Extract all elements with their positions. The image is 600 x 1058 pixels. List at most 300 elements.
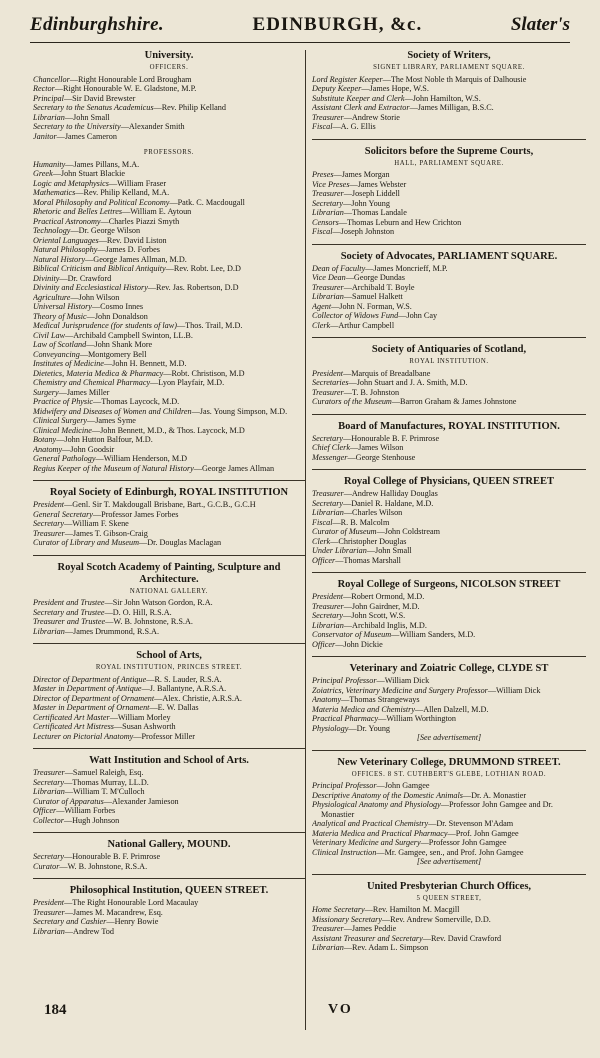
entry-role: Under Librarian	[312, 546, 367, 555]
entry-name: —George James Allman	[193, 463, 275, 473]
section-rule	[33, 643, 305, 644]
entry-role: Dietetics, Materia Medica & Pharmacy	[33, 368, 164, 378]
entry-line	[312, 905, 586, 915]
entry-line	[33, 908, 305, 918]
entry-role: Secretary and Cashier	[33, 917, 107, 926]
entry-name: —Professor James Forbes	[92, 509, 179, 519]
entry-line	[33, 862, 305, 872]
entry-role: President	[33, 898, 65, 907]
entry-role: Messenger	[312, 452, 348, 462]
entry-line	[312, 695, 586, 705]
entry-name: —James Webster	[349, 179, 407, 189]
entry-line	[312, 676, 586, 686]
entry-name: —John Stuart Blackie	[52, 169, 126, 178]
entry-line	[33, 321, 305, 331]
entry-role: Treasurer and Trustee	[33, 617, 106, 626]
entry-name: —Barron Graham & James Johnstone	[391, 397, 517, 406]
entry-line	[33, 898, 305, 908]
section-title: United Presbyterian Church Offices,	[366, 880, 532, 892]
entry-line	[33, 122, 305, 132]
entry-name: —William Morley	[109, 712, 171, 722]
entry-role: Mathematics	[33, 188, 76, 197]
entry-name: —James Pillans, M.A.	[65, 159, 140, 169]
entry-role: Surgery	[33, 387, 59, 397]
entry-name: —Archibald Inglis, M.D.	[343, 620, 427, 630]
entry-name: —James Hope, W.S.	[361, 84, 429, 93]
entry-role: Curator of Museum	[312, 527, 377, 536]
entry-line	[312, 264, 586, 274]
column-divider	[305, 50, 306, 1030]
entry-name: —William F. Skene	[64, 519, 129, 528]
section-rule	[312, 750, 586, 751]
section-rule	[33, 555, 305, 556]
entry-role: Natural Philosophy	[33, 245, 98, 254]
entry-line	[312, 724, 586, 734]
entry-role: President	[312, 592, 344, 601]
entry-line	[312, 838, 586, 848]
entry-line	[312, 113, 586, 123]
section-title: New Veterinary College, DRUMMOND STREET.	[337, 756, 561, 768]
entry-role: Curator	[33, 861, 60, 871]
section-title: Watt Institution and School of Arts.	[89, 755, 249, 766]
entry-line	[33, 617, 305, 627]
entry-line	[33, 388, 305, 398]
entry-name: —Allen Dalzell, M.D.	[415, 704, 489, 714]
entry-name: —James D. Forbes	[97, 245, 160, 254]
entry-line	[33, 510, 305, 520]
entry-name: —Rev. Andrew Somerville, D.D.	[381, 914, 491, 924]
entry-line	[312, 791, 586, 801]
entry-name: —John Scott, W.S.	[343, 611, 406, 620]
entry-role: Treasurer	[33, 768, 65, 777]
entry-name: —George Stenhouse	[347, 452, 416, 462]
section-rule	[312, 244, 586, 245]
entry-name: —Professor John Gamgee	[420, 838, 507, 847]
entry-name: —John Dickie	[335, 639, 383, 649]
entry-role: Librarian	[33, 626, 65, 636]
entry-line	[33, 340, 305, 350]
entry-name: —T. B. Johnston	[343, 387, 400, 397]
section-subtitle: OFFICES. 8 ST. CUTHBERT'S GLEBE, LOTHIAN ROAD.	[351, 770, 547, 778]
section-rule	[312, 656, 586, 657]
entry-name: —Andrew Storie	[343, 112, 400, 122]
entry-line	[312, 537, 586, 547]
entry-line	[312, 518, 586, 528]
entry-role: Practice of Physic	[33, 397, 94, 406]
entry-role: President	[33, 500, 65, 509]
entry-role: Agriculture	[33, 292, 71, 302]
entry-name: —Thomas Marshall	[335, 555, 401, 565]
entry-name: —Joseph Johnston	[332, 227, 395, 236]
entry-role: Secretary to the Senatus Academicus	[33, 103, 154, 112]
entry-line	[33, 75, 305, 85]
entry-line	[33, 713, 305, 723]
entry-line	[312, 75, 586, 85]
entry-role: Fiscal	[312, 122, 333, 131]
entry-name: —Dr. A. Monastier	[462, 790, 527, 800]
entry-line	[312, 453, 586, 463]
entry-line	[33, 722, 305, 732]
entry-line	[312, 556, 586, 566]
header-town: EDINBURGH, &c.	[252, 14, 423, 35]
entry-line	[33, 359, 305, 369]
entry-role: Home Secretary	[312, 905, 365, 914]
entry-name: —John H. Bennett, M.D.	[103, 359, 187, 368]
entry-name: —J. Ballantyne, A.R.S.A.	[141, 684, 227, 693]
entry-line	[312, 943, 586, 953]
entry-name: —Rev. Philip Kelland, M.A.	[75, 188, 170, 197]
section-title: Veterinary and Zoiatric College, CLYDE ST	[349, 663, 549, 674]
entry-name: —William Sanders, M.D.	[391, 630, 476, 639]
entry-name: —John Young	[343, 198, 390, 208]
entry-line	[33, 113, 305, 123]
entry-name: —Thomas Murray, LL.D.	[64, 777, 149, 787]
entry-name: —Charles Piazzi Smyth	[100, 216, 180, 226]
entry-line	[312, 369, 586, 379]
entry-name: —Rev. Robt. Lee, D.D	[165, 264, 241, 273]
entry-line	[312, 611, 586, 621]
entry-role: Assistant Treasurer and Secretary	[312, 933, 423, 943]
entry-name: —William E. Aytoun	[122, 207, 192, 216]
entry-name: —Rev. Philip Kelland	[153, 103, 226, 112]
entry-name: —Robt. Christison, M.D	[163, 368, 245, 378]
section-title: Board of Manufactures, ROYAL INSTITUTION.	[338, 420, 560, 432]
entry-role: Officer	[312, 555, 336, 565]
entry-line	[312, 592, 586, 602]
section-subtitle: 5 QUEEN STREET,	[416, 894, 482, 902]
directory-section	[312, 572, 586, 649]
left-column	[33, 50, 305, 943]
entry-name: —Thomas Landale	[343, 208, 407, 217]
entry-role: Materia Medica and Practical Pharmacy	[312, 828, 448, 838]
section-subtitle: HALL, PARLIAMENT SQUARE.	[394, 159, 504, 167]
directory-section	[312, 469, 586, 565]
entry-name: —Thomas Strangeways	[341, 695, 420, 704]
entry-line	[312, 686, 586, 696]
entry-role: Universal History	[33, 302, 92, 311]
entry-name: —Hugh Johnson	[63, 815, 120, 825]
entry-role: Greek	[33, 169, 53, 178]
section-rule	[33, 878, 305, 879]
entry-name: —Marquis of Breadalbane	[343, 368, 431, 378]
entry-role: Botany	[33, 435, 57, 444]
entry-name: —James Miller	[58, 387, 110, 397]
section-subtitle: SIGNET LIBRARY, PARLIAMENT SQUARE.	[373, 64, 525, 71]
section-title: University.	[144, 50, 194, 61]
entry-name: —George James Allman, M.D.	[85, 254, 187, 264]
entry-role: President	[312, 368, 344, 378]
entry-role: Secretaries	[312, 378, 349, 387]
entry-role: Moral Philosophy and Political Economy	[33, 197, 170, 207]
entry-name: —The Most Noble th Marquis of Dalhousie	[382, 74, 527, 84]
entry-role: Master in Department of Ornament	[33, 703, 150, 712]
entry-line	[312, 302, 586, 312]
entry-role: Medical Jurisprudence (for students of law)	[33, 321, 177, 330]
page-header	[30, 8, 570, 43]
entry-line	[312, 924, 586, 934]
directory-section	[312, 656, 586, 743]
entry-line	[33, 598, 305, 608]
entry-name: —John Small	[366, 546, 412, 555]
entry-role: Conveyancing	[33, 349, 80, 359]
entry-line	[312, 292, 586, 302]
entry-line	[33, 778, 305, 788]
entry-role: Treasurer	[312, 601, 344, 611]
entry-name: —William Forbes	[56, 806, 116, 815]
entry-role: Librarian	[312, 508, 344, 517]
entry-role: Chancellor	[33, 74, 70, 84]
entry-name: —Honourable B. F. Primrose	[343, 433, 440, 443]
entry-name: —Sir John Watson Gordon, R.A.	[104, 598, 213, 607]
entry-line	[312, 829, 586, 839]
entry-line	[33, 454, 305, 464]
section-rule	[312, 572, 586, 573]
entry-line	[33, 927, 305, 937]
header-county: Edinburghshire.	[30, 14, 164, 35]
entry-role: Treasurer	[33, 907, 65, 917]
entry-name: —John Stuart and J. A. Smith, M.D.	[348, 378, 468, 387]
entry-name: —Dr. Crawford	[59, 273, 112, 283]
header-publisher: Slater's	[510, 14, 570, 35]
entry-line	[312, 84, 586, 94]
section-rule	[33, 832, 305, 833]
entry-name: —Charles Wilson	[343, 508, 403, 517]
entry-role: Treasurer	[312, 489, 344, 498]
entry-line	[312, 434, 586, 444]
entry-role: Veterinary Medicine and Surgery	[312, 838, 421, 847]
entry-role: Librarian	[33, 926, 65, 936]
entry-role: Technology	[33, 226, 71, 235]
entry-role: Principal	[33, 93, 64, 103]
entry-name: —D. O. Hill, R.S.A.	[104, 607, 172, 617]
entry-role: Lecturer on Pictorial Anatomy	[33, 731, 134, 741]
entry-name: —James Peddie	[343, 924, 397, 933]
entry-name: —Archibald Campbell Swinton, LL.B.	[65, 330, 193, 340]
entry-name: —Rev. Jas. Robertson, D.D	[147, 283, 239, 292]
entry-role: Analytical and Practical Chemistry	[312, 819, 429, 828]
entry-name: —Rev. Hamilton M. Macgill	[364, 905, 460, 914]
directory-section	[33, 50, 305, 141]
entry-line	[312, 848, 586, 858]
entry-name: —Right Honourable W. E. Gladstone, M.P.	[54, 84, 197, 93]
entry-role: Clinical Surgery	[33, 416, 88, 425]
entry-role: Clerk	[312, 536, 331, 546]
entry-role: Chemistry and Chemical Pharmacy	[33, 378, 151, 387]
entry-name: —Cosmo Innes	[91, 302, 144, 311]
entry-line	[33, 416, 305, 426]
entry-role: Certificated Art Mistress	[33, 722, 114, 731]
entry-line	[312, 321, 586, 331]
section-subtitle: OFFICERS.	[149, 64, 189, 71]
entry-role: Anatomy	[33, 444, 63, 454]
entry-role: Treasurer	[312, 282, 344, 292]
section-title: Royal Society of Edinburgh, ROYAL INSTITUTION	[49, 487, 289, 498]
entry-name: —Professor Miller	[133, 731, 195, 741]
entry-line	[33, 245, 305, 255]
entry-line	[33, 274, 305, 284]
entry-name: —John Gairdner, M.D.	[343, 601, 420, 611]
entry-name: —Rev. David Crawford	[422, 933, 502, 943]
entry-name: —Dr. Stevenson M'Adam	[428, 819, 514, 828]
entry-role: Certificated Art Master	[33, 712, 110, 722]
entry-name: —John Wilson	[70, 292, 120, 302]
entry-name: —John N. Forman, W.S.	[331, 301, 412, 311]
entry-line	[33, 816, 305, 826]
entry-role: Director of Department of Antique	[33, 674, 147, 684]
section-title: National Gallery, MOUND.	[107, 839, 231, 850]
entry-name: —Susan Ashworth	[113, 722, 176, 731]
entry-line	[312, 621, 586, 631]
section-subtitle: ROYAL INSTITUTION.	[409, 358, 489, 365]
entry-name: —John Bennett, M.D., & Thos. Laycock, M.D	[91, 425, 245, 435]
entry-role: Principal Professor	[312, 781, 377, 790]
entry-role: Chief Clerk	[312, 443, 350, 452]
section-title: Solicitors before the Supreme Courts,	[364, 145, 534, 157]
entry-line	[33, 312, 305, 322]
entry-name: —Sir David Brewster	[63, 93, 136, 103]
entry-name: —Thomas Laycock, M.D.	[93, 397, 180, 406]
entry-line	[33, 538, 305, 548]
entry-name: —John Coldstream	[376, 527, 441, 536]
advertisement-note: [See advertisement]	[416, 733, 482, 742]
entry-name: —John Goodsir	[62, 444, 115, 454]
entry-line	[33, 684, 305, 694]
entry-line	[33, 806, 305, 816]
entry-name: —Thos. Trail, M.D.	[176, 321, 243, 330]
entry-line	[33, 264, 305, 274]
entry-role: Librarian	[33, 787, 65, 796]
entry-name: —W. B. Johnstone, R.S.A.	[105, 617, 193, 626]
entry-line	[312, 527, 586, 537]
directory-section	[312, 337, 586, 407]
entry-name: —Archibald T. Boyle	[343, 282, 415, 292]
entry-line	[33, 435, 305, 445]
entry-role: Collector	[33, 815, 64, 825]
entry-role: Master in Department of Antique	[33, 684, 142, 693]
entry-line	[312, 94, 586, 104]
entry-line	[33, 529, 305, 539]
entry-line	[312, 915, 586, 925]
section-subtitle: ROYAL INSTITUTION, PRINCES STREET.	[95, 664, 243, 671]
entry-name: —Patk. C. Macdougall	[169, 197, 245, 207]
entry-name: —James Milligan, B.S.C.	[409, 103, 494, 112]
entry-name: —Alexander Smith	[120, 122, 185, 131]
entry-line	[33, 768, 305, 778]
entry-name: —Daniel R. Haldane, M.D.	[343, 498, 434, 508]
entry-role: Conservator of Museum	[312, 630, 392, 639]
entry-line	[312, 630, 586, 640]
entry-role: Rector	[33, 84, 55, 93]
section-subtitle: PROFESSORS.	[143, 149, 195, 156]
entry-role: Descriptive Anatomy of the Domestic Animals	[312, 790, 463, 800]
entry-name: —Andrew Tod	[64, 926, 114, 936]
entry-name: —Right Honourable Lord Brougham	[69, 74, 192, 84]
entry-name: —R. S. Lauder, R.S.A.	[146, 674, 222, 684]
entry-role: Divinity	[33, 273, 60, 283]
entry-name: —James M. Macandrew, Esq.	[64, 907, 163, 917]
entry-line	[33, 464, 305, 474]
entry-line	[33, 797, 305, 807]
entry-line	[33, 519, 305, 529]
entry-name: —James Syme	[87, 416, 136, 425]
entry-name: —Dr. Young	[348, 723, 391, 733]
entry-line	[312, 499, 586, 509]
signature-mark: VO	[328, 1002, 353, 1017]
entry-line	[33, 302, 305, 312]
entry-role: Curator of Library and Museum	[33, 538, 139, 547]
entry-line	[312, 705, 586, 715]
entry-line	[312, 122, 586, 132]
entry-role: Principal Professor	[312, 676, 377, 685]
page-number: 184	[44, 1002, 67, 1018]
entry-line	[312, 546, 586, 556]
entry-role: Director of Department of Ornament	[33, 693, 155, 703]
entry-role: Treasurer	[312, 112, 344, 122]
entry-name: —John Donaldson	[86, 311, 148, 321]
entry-name: —William Henderson, M.D	[95, 454, 188, 463]
entry-name: —Andrew Halliday Douglas	[343, 489, 438, 498]
entry-name: —Genl. Sir T. Makdougall Brisbane, Bart., G.C.B., G.C.H	[64, 500, 256, 509]
section-rule	[312, 139, 586, 140]
section-rule	[312, 874, 586, 875]
entry-role: Treasurer	[312, 387, 344, 397]
entry-line	[312, 819, 586, 829]
section-title: Royal College of Surgeons, NICOLSON STREET	[337, 579, 561, 590]
directory-section	[312, 414, 586, 463]
section-rule	[312, 337, 586, 338]
entry-role: Librarian	[312, 943, 344, 952]
entry-role: Clinical Medicine	[33, 425, 92, 435]
entry-line	[33, 217, 305, 227]
entry-role: Secretary to the University	[33, 122, 121, 131]
entry-line	[33, 293, 305, 303]
entry-line	[312, 283, 586, 293]
entry-line	[312, 103, 586, 113]
entry-line	[33, 84, 305, 94]
entry-line	[33, 169, 305, 179]
entry-name: —James Morgan	[333, 170, 390, 179]
entry-role: Secretary	[312, 498, 344, 508]
entry-line	[33, 226, 305, 236]
entry-role: Natural History	[33, 254, 86, 264]
entry-role: Librarian	[312, 620, 344, 630]
entry-role: Humanity	[33, 159, 66, 169]
section-title: Society of Writers,	[407, 50, 491, 61]
entry-role: Lord Register Keeper	[312, 74, 383, 84]
entry-line	[312, 189, 586, 199]
directory-section	[33, 555, 305, 637]
entry-name: —Jas. Young Simpson, M.D.	[191, 406, 288, 416]
entry-line	[33, 500, 305, 510]
entry-role: Secretary and Trustee	[33, 607, 105, 617]
entry-line	[312, 199, 586, 209]
entry-role: Secretary	[33, 852, 65, 861]
section-rule	[312, 414, 586, 415]
entry-line	[33, 331, 305, 341]
entry-role: General Pathology	[33, 454, 96, 463]
section-title: Society of Advocates, PARLIAMENT SQUARE.	[340, 250, 558, 262]
entry-name: —John Shank More	[86, 340, 153, 349]
entry-role: Vice Preses	[312, 179, 350, 189]
entry-name: —James Cameron	[56, 131, 117, 141]
section-title: Philosophical Institution, QUEEN STREET.	[69, 885, 269, 896]
entry-name: —Lyon Playfair, M.D.	[150, 378, 225, 387]
section-rule	[312, 469, 586, 470]
entry-name: —Dr. Douglas Maclagan	[139, 538, 222, 547]
entry-role: Librarian	[312, 292, 344, 301]
entry-role: Curators of the Museum	[312, 397, 392, 406]
entry-line	[33, 179, 305, 189]
